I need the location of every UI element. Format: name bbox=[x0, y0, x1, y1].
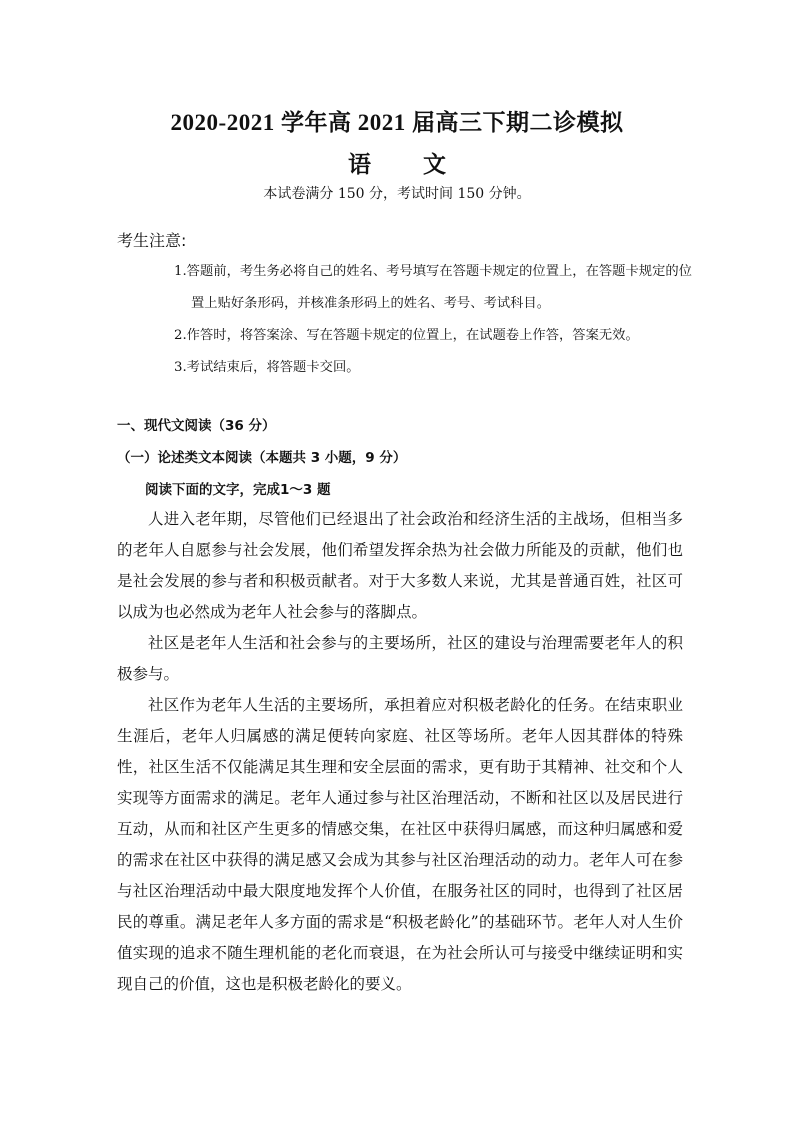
passage-paragraph: 社区是老年人生活和社会参与的主要场所，社区的建设与治理需要老年人的积极参与。 bbox=[117, 634, 683, 683]
subject-title: 语 文 bbox=[347, 151, 468, 178]
section-heading: 一、现代文阅读（36 分） bbox=[117, 418, 276, 434]
passage-paragraph: 社区作为老年人生活的主要场所，承担着应对积极老龄化的任务。在结束职业生涯后，老年人归属感的满足便转向家庭、社区等场所。老年人因其群体的特殊性，社区生活不仅能满足其生理和安全层面的需求，更有助于其精神、社交和个人实现等方面需求的满足。老年人通过参与社区治理活动，不断和社区以及居民进行互动，从而和社区产生更多的情感交集，在社区中获得归属感，而这种归属感和爱的需求在社区中获得的满足感又会成为其参与社区治理活动的动力。老年人可在参与社区治理活动中最大限度地发挥个人价值，在服务社区的同时，也得到了社区居民的尊重。满足老年人多方面的需求是“积极老龄化”的基础环节。老年人对人生价值实现的追求不随生理机能的老化而衰退，在为社会所认可与接受中继续证明和实现自己的价值，这也是积极老龄化的要义。 bbox=[117, 696, 683, 993]
notice-item: 3.考试结束后，将答题卡交回。 bbox=[174, 360, 360, 375]
reading-passage bbox=[117, 504, 683, 1000]
notice-item: 2.作答时，将答案涂、写在答题卡规定的位置上，在试题卷上作答，答案无效。 bbox=[174, 328, 639, 343]
reading-instruction: 阅读下面的文字，完成1～3 题 bbox=[145, 482, 331, 498]
passage-paragraph: 人进入老年期，尽管他们已经退出了社会政治和经济生活的主战场，但相当多的老年人自愿参与社会发展，他们希望发挥余热为社会做力所能及的贡献，他们也是社会发展的参与者和积极贡献者。对于大多数人来说，尤其是普通百姓，社区可以成为也必然成为老年人社会参与的落脚点。 bbox=[117, 510, 683, 621]
subsection-heading: （一）论述类文本阅读（本题共 3 小题，9 分） bbox=[117, 450, 407, 466]
notice-heading: 考生注意: bbox=[117, 231, 187, 250]
notice-item: 1.答题前，考生务必将自己的姓名、考号填写在答题卡规定的位置上，在答题卡规定的位置上贴好条形码，并核准条形码上的姓名、考号、考试科目。 bbox=[174, 264, 692, 311]
exam-title: 2020-2021 学年高 2021 届高三下期二诊模拟 bbox=[170, 110, 624, 135]
notice-list bbox=[174, 256, 694, 384]
score-info: 本试卷满分 150 分，考试时间 150 分钟。 bbox=[263, 186, 531, 202]
